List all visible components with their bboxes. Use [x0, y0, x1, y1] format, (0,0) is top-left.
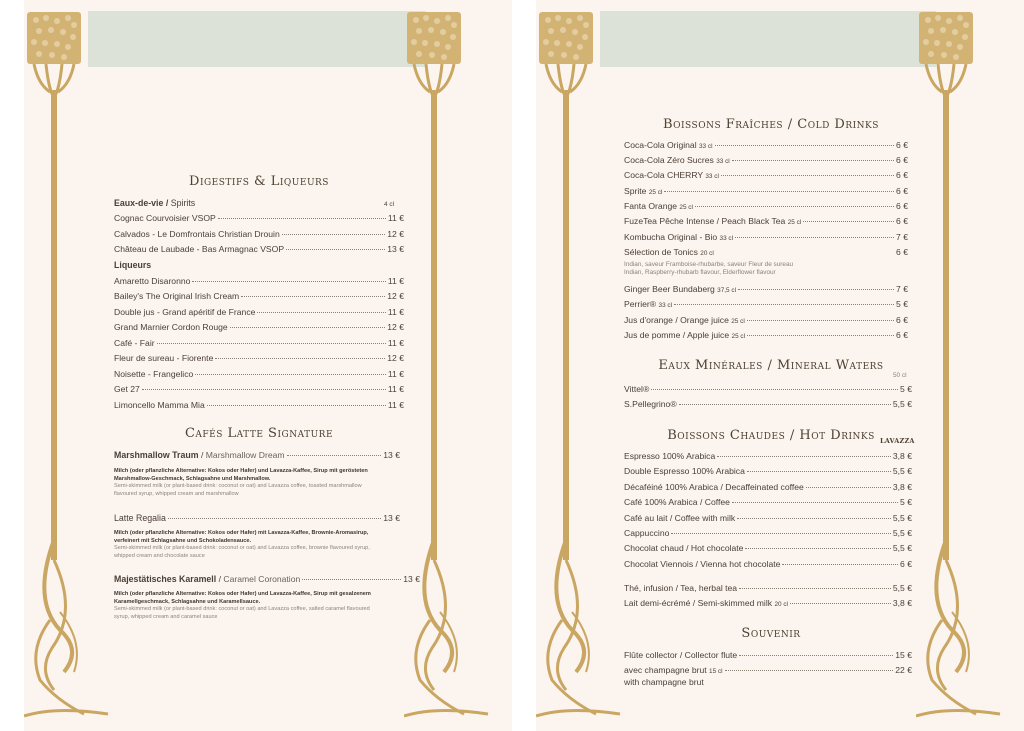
menu-page-left: [24, 0, 512, 731]
item-price: 12 €: [387, 291, 404, 301]
menu-item-hot: Café au lait / Coffee with milk 5,5 €: [624, 513, 912, 523]
menu-item-cold: Kombucha Original - Bio 33 cl 7 €: [624, 232, 908, 242]
art-nouveau-ornament-left: [24, 0, 114, 731]
leader-dots: [732, 160, 894, 161]
leader-dots: [732, 502, 898, 503]
item-name: Grand Marnier Cordon Rouge: [114, 322, 228, 332]
spirits-unit: 4 cl: [384, 201, 394, 208]
label-liqueurs: Liqueurs: [114, 260, 152, 270]
item-price: 12 €: [387, 353, 404, 363]
souvenir-note: with champagne brut: [624, 677, 704, 687]
menu-item-cold: Jus de pomme / Apple juice 25 cl 6 €: [624, 330, 908, 340]
art-nouveau-ornament-left: [536, 0, 626, 731]
leader-dots: [207, 405, 386, 406]
menu-item-latte: Majestätisches Karamell / Caramel Coronation 13 €: [114, 574, 420, 584]
menu-item-hot: Double Espresso 100% Arabica 5,5 €: [624, 466, 912, 476]
menu-item-cold: Sélection de Tonics 20 cl 6 €: [624, 247, 908, 257]
item-price: 13 €: [403, 574, 420, 584]
menu-item-hot: Thé, infusion / Tea, herbal tea 5,5 €: [624, 583, 912, 593]
item-name-en: Marshmallow Dream: [205, 450, 285, 460]
section-title-cafes-latte: Cafés Latte Signature: [184, 426, 334, 441]
leader-dots: [717, 456, 891, 457]
leader-dots: [282, 234, 386, 235]
leader-dots: [721, 175, 894, 176]
menu-item-spirit: [114, 213, 404, 226]
menu-item-liqueur: [114, 384, 404, 397]
item-description: Milch (oder pflanzliche Alternative: Kokos oder Hafer) mit Lavazza-Kaffee, Brownie-Aromasirup, verfeinert mit Schlagsahne und Schokoladensauce. Semi-skimmed milk (or plant-based drink: coconut or oat) and Lavazza coffee, brownie flavoured syrup, whipped cream and chocolate sauce: [114, 530, 370, 559]
item-name: Café - Fair: [114, 338, 155, 348]
leader-dots: [230, 327, 386, 328]
art-nouveau-ornament-right: [404, 0, 494, 731]
menu-item-cold: Coca-Cola Zéro Sucres 33 cl 6 €: [624, 155, 908, 165]
menu-item-liqueur: [114, 369, 404, 382]
leader-dots: [241, 296, 385, 297]
item-price: 12 €: [387, 229, 404, 239]
item-price: 11 €: [387, 369, 404, 379]
item-name: Bailey's The Original Irish Cream: [114, 291, 240, 301]
menu-item-cold: Coca-Cola Original 33 cl 6 €: [624, 140, 908, 150]
item-price: 13 €: [383, 450, 400, 460]
menu-item-cold: Coca-Cola CHERRY 33 cl 6 €: [624, 170, 908, 180]
item-price: 11 €: [387, 213, 404, 223]
item-name: Cognac Courvoisier VSOP: [114, 213, 216, 223]
label-spirits: Eaux-de-vie: [114, 198, 164, 208]
subheading-spirits: Eaux-de-vie / Spirits 4 cl: [114, 198, 394, 208]
leader-dots: [806, 487, 891, 488]
leader-dots: [664, 191, 894, 192]
header-banner: [600, 11, 936, 67]
item-name: Limoncello Mamma Mia: [114, 400, 205, 410]
item-name: Fleur de sureau - Fiorente: [114, 353, 214, 363]
menu-item-latte: [114, 513, 400, 526]
leader-dots: [790, 603, 891, 604]
lavazza-logo: LAVAZZA: [880, 437, 915, 445]
leader-dots: [747, 335, 894, 336]
subheading-liqueurs: [114, 260, 404, 273]
item-name: Calvados - Le Domfrontais Christian Drouin: [114, 229, 280, 239]
leader-dots: [745, 548, 890, 549]
menu-item-souvenir: Flûte collector / Collector flute 15 €: [624, 650, 912, 660]
leader-dots: [286, 249, 385, 250]
item-name: Majestätisches Karamell: [114, 574, 217, 584]
menu-item-liqueur: [114, 353, 404, 366]
item-price: 11 €: [387, 307, 404, 317]
leader-dots: [674, 304, 894, 305]
leader-dots: [739, 655, 893, 656]
leader-dots: [302, 579, 401, 580]
item-name: Get 27: [114, 384, 140, 394]
leader-dots: [142, 389, 386, 390]
item-price: 13 €: [387, 244, 404, 254]
leader-dots: [738, 289, 894, 290]
menu-item-liqueur: [114, 338, 404, 351]
menu-item-cold: FuzeTea Pêche Intense / Peach Black Tea 25 cl 6 €: [624, 216, 908, 226]
menu-item-water: S.Pellegrino® 5,5 €: [624, 399, 912, 409]
menu-item-water: Vittel® 5 €: [624, 384, 912, 394]
menu-item-cold: Ginger Beer Bundaberg 37,5 cl 7 €: [624, 284, 908, 294]
menu-item-spirit: [114, 244, 404, 257]
item-price: 12 €: [387, 322, 404, 332]
menu-item-hot: Décaféiné 100% Arabica / Decaffeinated coffee 3,8 €: [624, 482, 912, 492]
item-name: Noisette - Frangelico: [114, 369, 194, 379]
menu-item-spirit: [114, 229, 404, 242]
item-name: Amaretto Disaronno: [114, 276, 191, 286]
leader-dots: [735, 237, 894, 238]
leader-dots: [671, 533, 890, 534]
menu-page-right: [536, 0, 1024, 731]
menu-item-hot: Chocolat Viennois / Vienna hot chocolate 6 €: [624, 559, 912, 569]
menu-item-cold: Jus d'orange / Orange juice 25 cl 6 €: [624, 315, 908, 325]
section-title-hot-drinks: Boissons Chaudes / Hot Drinks: [667, 428, 875, 443]
item-name: Latte Regalia: [114, 513, 166, 523]
leader-dots: [168, 518, 381, 519]
section-title-cold-drinks: Boissons Fraîches / Cold Drinks: [663, 117, 879, 132]
menu-item-liqueur: [114, 276, 404, 289]
leader-dots: [192, 281, 385, 282]
item-name: Double jus - Grand apéritif de France: [114, 307, 256, 317]
item-price: 11 €: [387, 276, 404, 286]
section-title-mineral-waters: Eaux Minérales / Mineral Waters: [658, 358, 884, 373]
leader-dots: [257, 312, 386, 313]
leader-dots: [739, 588, 891, 589]
leader-dots: [651, 389, 898, 390]
item-price: 11 €: [387, 384, 404, 394]
leader-dots: [747, 320, 894, 321]
item-name: Château de Laubade - Bas Armagnac VSOP: [114, 244, 285, 254]
menu-item-hot: Café 100% Arabica / Coffee 5 €: [624, 497, 912, 507]
item-price: 13 €: [383, 513, 400, 523]
menu-item-hot: Espresso 100% Arabica 3,8 €: [624, 451, 912, 461]
menu-item-hot: Cappuccino 5,5 €: [624, 528, 912, 538]
leader-dots: [737, 518, 891, 519]
header-banner: [88, 11, 426, 67]
art-nouveau-ornament-right: [916, 0, 1006, 731]
menu-item-cold: Perrier® 33 cl 5 €: [624, 299, 908, 309]
item-price: 11 €: [387, 338, 404, 348]
leader-dots: [803, 221, 894, 222]
item-name-en: Caramel Coronation: [223, 574, 301, 584]
leader-dots: [715, 145, 895, 146]
item-description: Milch (oder pflanzliche Alternative: Kokos oder Hafer) und Lavazza-Kaffee, Sirup mit gerösteten Marshmallow-Geschmack, Schlagsahne und Marshmallow. Semi-skimmed milk (or plant-based drink: coconut or oat) and Lavazza coffee, toasted marshmallow flavoured syrup, whipped cream and marshmallow: [114, 468, 368, 497]
leader-dots: [218, 218, 386, 219]
leader-dots: [287, 455, 382, 456]
section-title-souvenir: Souvenir: [741, 626, 801, 641]
leader-dots: [215, 358, 385, 359]
menu-item-liqueur: [114, 291, 404, 304]
leader-dots: [782, 564, 898, 565]
item-description: Milch (oder pflanzliche Alternative: Kokos oder Hafer) und Lavazza-Kaffee, Sirup mit gesalzenem Karamellgeschmack, Schlagsahne und Karamellsauce. Semi-skimmed milk (or plant-based drink: coconut or oat) and Lavazza coffee, salted caramel flavoured syrup, whipped cream and caramel sauce: [114, 591, 371, 620]
leader-dots: [157, 343, 386, 344]
menu-item-cold: Fanta Orange 25 cl 6 €: [624, 201, 908, 211]
menu-item-liqueur: [114, 400, 404, 413]
item-price: 11 €: [387, 400, 404, 410]
menu-item-hot: Chocolat chaud / Hot chocolate 5,5 €: [624, 543, 912, 553]
menu-item-liqueur: [114, 307, 404, 320]
menu-item-hot: Lait demi-écrémé / Semi-skimmed milk 20 cl 3,8 €: [624, 598, 912, 608]
item-name: Marshmallow Traum: [114, 450, 199, 460]
leader-dots: [695, 206, 894, 207]
menu-item-cold: Sprite 25 cl 6 €: [624, 186, 908, 196]
label-spirits-en: Spirits: [170, 198, 196, 208]
section-title-digestifs: Digestifs & Liqueurs: [189, 174, 329, 189]
leader-dots: [679, 404, 891, 405]
menu-item-souvenir: avec champagne brut 15 cl 22 €: [624, 665, 912, 675]
leader-dots: [725, 670, 894, 671]
menu-item-latte: Marshmallow Traum / Marshmallow Dream 13 €: [114, 450, 400, 460]
waters-unit: 50 cl: [893, 372, 907, 379]
tonics-note: Indian, saveur Framboise-rhubarbe, saveur Fleur de sureau Indian, Raspberry-rhubarb flavour, Elderflower flavour: [624, 261, 794, 276]
menu-item-liqueur: [114, 322, 404, 335]
leader-dots: [747, 471, 891, 472]
leader-dots: [195, 374, 386, 375]
